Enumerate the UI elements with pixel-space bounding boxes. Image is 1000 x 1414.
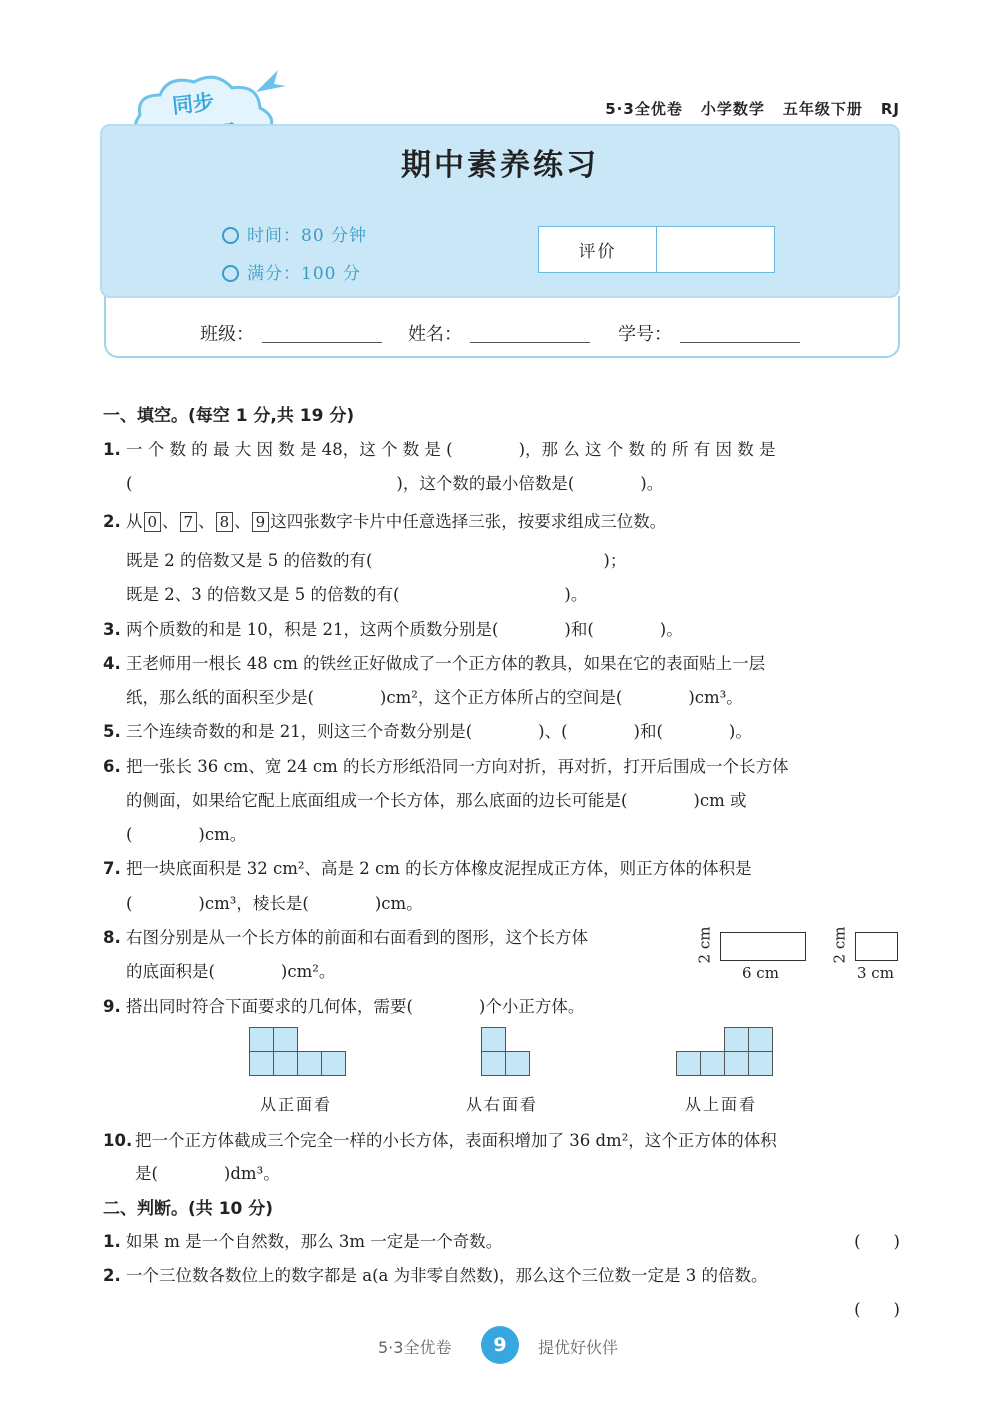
question-10: 10. 把一个正方体截成三个完全一样的小长方体，表面积增加了 36 dm²，这个正方体的体积 <box>103 1131 777 1150</box>
digit-card-9: 9 <box>252 512 270 532</box>
side-view-width: 3 cm <box>857 964 894 982</box>
exam-score: 满分：100 分 <box>222 259 361 284</box>
judge-question-1: 1. 如果 m 是一个自然数，那么 3m 一定是一个奇数。 <box>103 1232 503 1251</box>
series-edition: RJ <box>880 100 900 118</box>
question-6: 6. 把一张长 36 cm、宽 24 cm 的长方形纸沿同一方向对折，再对折，打开后围成一个长方体 <box>103 757 789 776</box>
top-view-caption: 从上面看 <box>685 1095 758 1114</box>
digit-card-0: 0 <box>144 512 162 532</box>
name-field[interactable]: 姓名： <box>408 320 590 346</box>
judge-answer-2[interactable]: ( ) <box>854 1300 900 1319</box>
question-6-line3: ( )cm。 <box>126 825 247 844</box>
question-2-line3: 既是 2、3 的倍数又是 5 的倍数的有( )。 <box>126 585 588 604</box>
section1-heading: 一、填空。(每空 1 分,共 19 分) <box>103 406 355 426</box>
side-view-rect <box>855 932 898 961</box>
question-10-line2: 是( )dm³。 <box>135 1164 280 1183</box>
judge-answer-1[interactable]: ( ) <box>854 1232 900 1251</box>
question-2: 2. 从 0 、 7 、 8 、 9 这四张数字卡片中任意选择三张，按要求组成三位数。 <box>103 512 667 531</box>
series-grade: 五年级下册 <box>782 100 863 118</box>
page-number: 9 <box>481 1326 519 1364</box>
rating-field[interactable] <box>657 227 774 272</box>
exam-time: 时间：80 分钟 <box>222 221 367 246</box>
digit-card-7: 7 <box>180 512 198 532</box>
student-id-field[interactable]: 学号： <box>618 320 800 346</box>
section2-heading: 二、判断。(共 10 分) <box>103 1199 274 1219</box>
front-view-width: 6 cm <box>742 964 779 982</box>
question-4: 4. 王老师用一根长 48 cm 的铁丝正好做成了一个正方体的教具，如果在它的表面贴上一层 <box>103 654 766 673</box>
digit-card-8: 8 <box>216 512 234 532</box>
rating-label: 评价 <box>539 227 657 272</box>
right-view-caption: 从右面看 <box>466 1095 539 1114</box>
series-info <box>587 98 900 119</box>
question-2-line2: 既是 2 的倍数又是 5 的倍数的有( )； <box>126 551 627 570</box>
front-view-caption: 从正面看 <box>260 1095 333 1114</box>
question-5: 5. 三个连续奇数的和是 21，则这三个奇数分别是( )、( )和( )。 <box>103 722 752 741</box>
footer-brand: 5·3全优卷 <box>378 1338 452 1357</box>
question-3: 3. 两个质数的和是 10，积是 21，这两个质数分别是( )和( )。 <box>103 620 683 639</box>
question-7: 7. 把一块底面积是 32 cm²、高是 2 cm 的长方体橡皮泥捏成正方体，则正方体的体积是 <box>103 859 752 878</box>
question-1: 1. 一 个 数 的 最 大 因 数 是 48，这 个 数 是 ( )，那 么 这 个 数 的 所 有 因 数 是 <box>103 440 776 459</box>
question-9: 9. 搭出同时符合下面要求的几何体，需要( )个小正方体。 <box>103 997 585 1016</box>
question-6-line2: 的侧面，如果给它配上底面组成一个长方体，那么底面的边长可能是( )cm 或 <box>126 791 747 810</box>
question-4-line2: 纸，那么纸的面积至少是( )cm²，这个正方体所占的空间是( )cm³。 <box>126 688 743 707</box>
clock-icon <box>222 227 239 244</box>
check-icon <box>222 265 239 282</box>
series-name: 5·3全优卷 <box>605 100 683 118</box>
footer-slogan: 提优好伙伴 <box>538 1338 619 1357</box>
question-7-line2: ( )cm³，棱长是( )cm。 <box>126 894 423 913</box>
question-8-line2: 的底面积是( )cm²。 <box>126 962 336 981</box>
class-field[interactable]: 班级： <box>200 320 382 346</box>
badge-line1: 同步 <box>170 89 216 119</box>
side-view-height: 2 cm <box>830 926 849 964</box>
judge-question-2: 2. 一个三位数各数位上的数字都是 a(a 为非零自然数)，那么这个三位数一定是 3 的倍数。 <box>103 1266 768 1285</box>
page-title: 期中素养练习 <box>401 148 599 183</box>
question-8: 8. 右图分别是从一个长方体的前面和右面看到的图形，这个长方体 <box>103 928 588 947</box>
front-view-height: 2 cm <box>695 926 714 964</box>
rating-box <box>538 226 775 273</box>
question-1-line2: ( )，这个数的最小倍数是( )。 <box>126 474 664 493</box>
series-subject: 小学数学 <box>700 100 765 118</box>
front-view-rect <box>720 932 806 961</box>
